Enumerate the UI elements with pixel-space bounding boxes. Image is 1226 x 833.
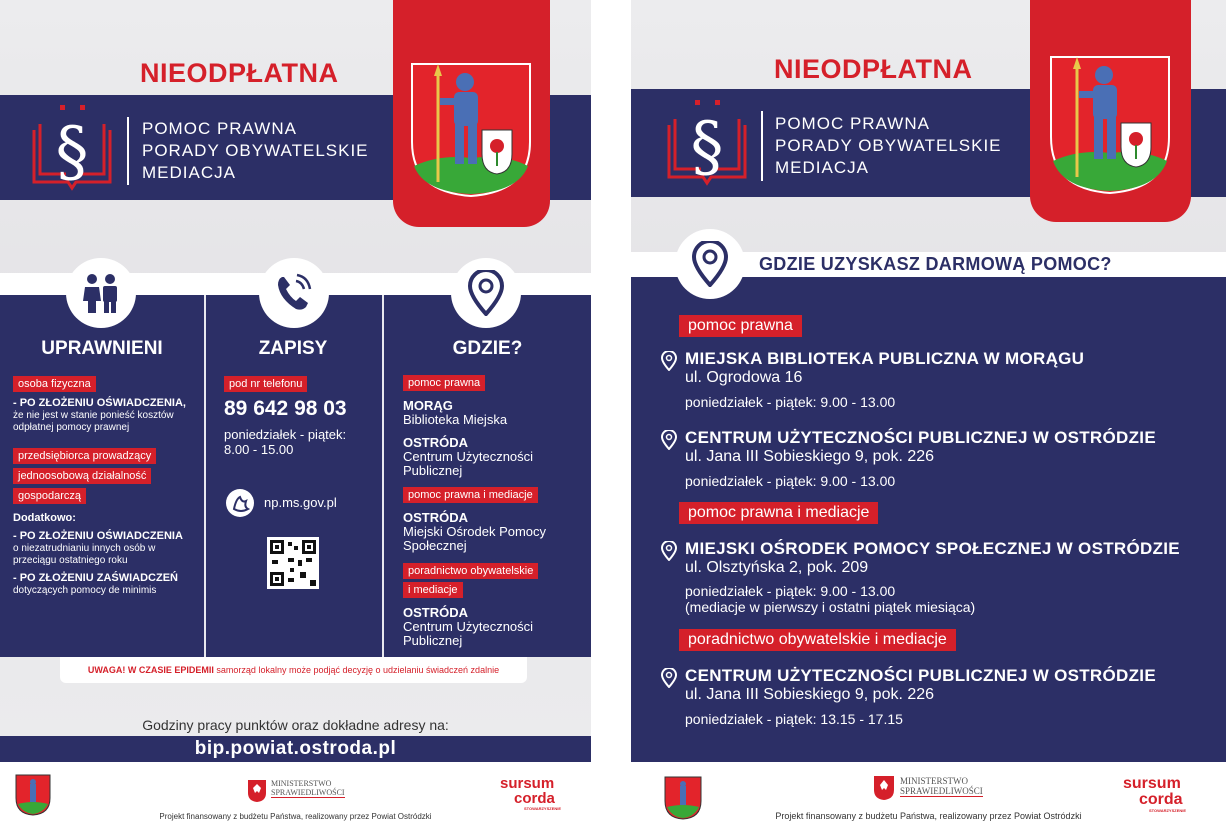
warning-box xyxy=(60,657,527,683)
section-3 xyxy=(679,629,956,651)
location-3-pin-icon xyxy=(661,541,677,566)
gdzie-place4-sub: Centrum Użyteczności Publicznej xyxy=(403,619,534,648)
location-2-hours: poniedziałek - piątek: 9.00 - 13.00 xyxy=(685,473,896,489)
tag-pomoc-prawna-i-mediacje: pomoc prawna i mediacje xyxy=(403,487,538,503)
right-corda: corda xyxy=(1139,791,1183,808)
phone-icon xyxy=(259,258,329,328)
svg-text:§: § xyxy=(690,108,724,185)
location-pin-icon xyxy=(451,258,521,328)
tag-przedsiebiorca-1: przedsiębiorca prowadzący xyxy=(13,448,156,464)
left-ministry-eagle-icon xyxy=(247,779,267,803)
location-2 xyxy=(661,428,1221,489)
location-1-pin-icon xyxy=(661,351,677,376)
right-poster xyxy=(631,0,1226,833)
tag-poradnictwo-2: i mediacje xyxy=(403,582,463,598)
tag-przedsiebiorca-3: gospodarczą xyxy=(13,488,86,504)
location-3-hours: poniedziałek - piątek: 9.00 - 13.00 xyxy=(685,583,896,599)
location-1 xyxy=(661,349,1221,410)
gdzie-content xyxy=(403,373,583,648)
left-coat-of-arms-icon xyxy=(410,62,532,198)
location-3-note: (mediacje w pierwszy i ostatni piątek miesiąca) xyxy=(685,599,976,615)
website-link[interactable]: np.ms.gov.pl xyxy=(264,495,337,510)
right-ministry-line2: SPRAWIEDLIWOŚCI xyxy=(900,786,983,796)
bip-url[interactable]: bip.powiat.ostroda.pl xyxy=(194,738,397,759)
section-1 xyxy=(679,315,1219,337)
location-2-pin-icon xyxy=(661,430,677,455)
left-ministry-line1: MINISTERSTWO xyxy=(271,779,332,788)
warning-rest: samorząd lokalny może podjąć decyzję o udzielaniu świadczeń zdalnie xyxy=(216,665,500,675)
section-1-tag: pomoc prawna xyxy=(679,315,802,337)
right-ministry-line1: MINISTERSTWO xyxy=(900,776,968,786)
left-footer-crest-icon xyxy=(15,774,51,816)
location-3 xyxy=(661,539,1221,615)
right-header-text xyxy=(775,113,1002,179)
location-4-address: ul. Jana III Sobieskiego 9, pok. 226 xyxy=(685,686,935,703)
right-header-line-3: MEDIACJA xyxy=(775,158,869,177)
uprawnieni-dodatkowo: Dodatkowo: xyxy=(13,512,76,524)
gdzie-place2-sub: Centrum Użyteczności Publicznej xyxy=(403,449,534,478)
location-1-address: ul. Ogrodowa 16 xyxy=(685,369,803,386)
left-header-line-1: POMOC PRAWNA xyxy=(142,119,297,138)
svg-text:§: § xyxy=(55,113,89,190)
right-stowarzyszenie: STOWARZYSZENIE xyxy=(1149,808,1187,813)
section-2 xyxy=(679,502,878,524)
right-headline: NIEODPŁATNA xyxy=(774,54,973,84)
left-corda: corda xyxy=(514,790,555,807)
right-header-divider xyxy=(761,111,763,181)
right-coat-of-arms-icon xyxy=(1049,55,1171,195)
zapisy-title: ZAPISY xyxy=(258,338,328,359)
right-sursum-corda-logo xyxy=(1123,776,1186,814)
left-header-divider xyxy=(127,117,129,185)
uprawnieni-text1-bold: - PO ZŁOŻENIU OŚWIADCZENIA, xyxy=(13,397,186,409)
left-ministry-text xyxy=(271,779,345,798)
right-ministry-eagle-icon xyxy=(873,775,895,801)
gdzie-title: GDZIE? xyxy=(452,338,523,359)
location-4-hours: poniedziałek - piątek: 13.15 - 17.15 xyxy=(685,711,903,727)
left-poster xyxy=(0,0,591,833)
right-location-pin-icon xyxy=(675,229,745,299)
right-paragraph-book-icon xyxy=(665,97,750,187)
left-sursum: sursum xyxy=(500,775,555,792)
hours-info: Godziny pracy punktów oraz dokładne adresy na: xyxy=(142,717,449,733)
uprawnieni-text3-rest: dotyczących pomocy de minimis xyxy=(13,585,157,596)
tag-pod-nr-telefonu: pod nr telefonu xyxy=(224,376,307,392)
right-ministry-text xyxy=(900,776,983,797)
uprawnieni-text3-bold: - PO ZŁOŻENIU ZAŚWIADCZEŃ xyxy=(13,572,178,584)
left-footer-text: Projekt finansowany z budżetu Państwa, realizowany przez Powiat Ostródzki xyxy=(159,812,432,821)
gdzie-place1-title: MORĄG xyxy=(403,398,453,413)
section-3-tag: poradnictwo obywatelskie i mediacje xyxy=(679,629,956,651)
right-footer-text: Projekt finansowany z budżetu Państwa, realizowany przez Powiat Ostródzki xyxy=(775,811,1082,821)
location-2-title: CENTRUM UŻYTECZNOŚCI PUBLICZNEJ W OSTRÓDZIE xyxy=(685,428,1156,447)
tag-pomoc-prawna: pomoc prawna xyxy=(403,375,485,391)
tag-przedsiebiorca-2: jednoosobową działalność xyxy=(13,468,151,484)
left-stowarzyszenie: STOWARZYSZENIE xyxy=(524,806,562,811)
location-3-title: MIEJSKI OŚRODEK POMOCY SPOŁECZNEJ W OSTRÓDZIE xyxy=(685,539,1180,558)
zapisy-hours-2: 8.00 - 15.00 xyxy=(224,442,294,457)
left-header-line-3: MEDIACJA xyxy=(142,163,236,182)
phone-number: 89 642 98 03 xyxy=(224,397,347,420)
paragraph-book-icon xyxy=(30,102,115,192)
left-headline: NIEODPŁATNA xyxy=(140,58,339,88)
zapisy-hours-1: poniedziałek - piątek: xyxy=(224,427,347,442)
question-title: GDZIE UZYSKASZ DARMOWĄ POMOC? xyxy=(759,254,1112,274)
qr-code xyxy=(267,537,319,589)
gdzie-place3-sub: Miejski Ośrodek Pomocy Społecznej xyxy=(403,524,547,553)
uprawnieni-text2-bold: - PO ZŁOŻENIU OŚWIADCZENIA xyxy=(13,530,183,542)
people-icon xyxy=(66,258,136,328)
right-header-line-2: PORADY OBYWATELSKIE xyxy=(775,136,1002,155)
location-4 xyxy=(661,666,1221,727)
location-1-title: MIEJSKA BIBLIOTEKA PUBLICZNA W MORĄGU xyxy=(685,349,1085,368)
location-1-hours: poniedziałek - piątek: 9.00 - 13.00 xyxy=(685,394,896,410)
gdzie-place3-title: OSTRÓDA xyxy=(403,510,468,525)
left-header-text xyxy=(142,118,369,184)
uprawnieni-text2-rest: o niezatrudnianiu innych osób w przeciągu ostatniego roku xyxy=(13,543,156,566)
tag-osoba-fizyczna: osoba fizyczna xyxy=(13,376,96,392)
zapisy-content xyxy=(224,374,379,457)
uprawnieni-title: UPRAWNIENI xyxy=(41,338,163,359)
left-header-line-2: PORADY OBYWATELSKIE xyxy=(142,141,369,160)
gdzie-place2-title: OSTRÓDA xyxy=(403,435,468,450)
hand-logo-icon xyxy=(226,489,254,517)
right-header-line-1: POMOC PRAWNA xyxy=(775,114,930,133)
left-sursum-corda-logo xyxy=(500,776,561,812)
gdzie-place4-title: OSTRÓDA xyxy=(403,605,468,620)
uprawnieni-text1-rest: że nie jest w stanie ponieść kosztów odpłatnej pomocy prawnej xyxy=(13,410,174,433)
location-4-title: CENTRUM UŻYTECZNOŚCI PUBLICZNEJ W OSTRÓDZIE xyxy=(685,666,1156,685)
location-4-pin-icon xyxy=(661,668,677,693)
tag-poradnictwo-1: poradnictwo obywatelskie xyxy=(403,563,538,579)
warning-bold: UWAGA! W CZASIE EPIDEMII xyxy=(87,665,214,675)
uprawnieni-content xyxy=(13,374,198,597)
location-2-address: ul. Jana III Sobieskiego 9, pok. 226 xyxy=(685,448,935,465)
section-2-tag: pomoc prawna i mediacje xyxy=(679,502,878,524)
location-3-address: ul. Olsztyńska 2, pok. 209 xyxy=(685,559,869,576)
gdzie-place1-sub: Biblioteka Miejska xyxy=(403,412,508,427)
right-sursum: sursum xyxy=(1123,775,1181,792)
left-ministry-line2: SPRAWIEDLIWOŚCI xyxy=(271,788,345,797)
